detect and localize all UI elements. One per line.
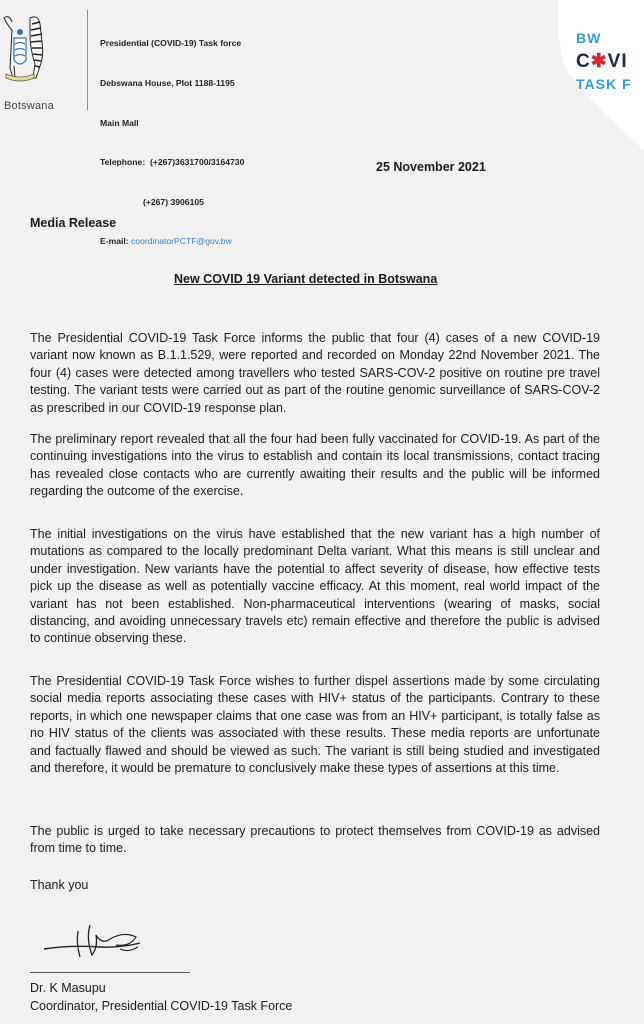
signature-line (30, 972, 190, 973)
header-divider (87, 10, 88, 110)
coat-of-arms (0, 8, 56, 112)
country-caption: Botswana (4, 100, 54, 112)
closing-text: Thank you (30, 878, 89, 892)
email-label: E-mail: (100, 236, 132, 247)
signer-name: Dr. K Masupu (30, 981, 106, 995)
paragraph: The public is urged to take necessary precautions to protect themselves from COVID-19 as advised from time to time. (30, 824, 600, 856)
paragraph: The Presidential COVID-19 Task Force wishes to further dispel assertions made by some circulating social media reports associating these cases with HIV+ status of the participants. Contrary to these reports, in which one newspaper claims that one case was from an HIV+ participant, is totally false as no HIV status of the clients was associated with these results. These media reports are unfortunate and factually flawed and should be viewed as such. The variant is still being studied and investigated and therefore, it would be premature to conclusively make these types of assertions at this time. (30, 674, 600, 776)
release-label: Media Release (30, 216, 117, 230)
email-link[interactable]: coordinatorPCTF@gov.bw (131, 236, 232, 247)
contact-line: Presidential (COVID-19) Task force (100, 38, 242, 49)
virus-icon: ✱ (590, 51, 608, 72)
email-row (100, 235, 244, 248)
paragraph: The initial investigations on the virus have established that the new variant has a high number of mutations as compared to the locally predominant Delta variant. What this means is still unclear and under investigation. New variants have the potential to affect severity of disease, how effective tests pick up the disease as well as potentially vaccine efficacy. At this moment, real world impact of the variant has not been established. Non-pharmaceutical interventions (wearing of masks, social distancing, and avoiding unnecessary travels etc) remain effective and therefore the public is advised to continue observing these. (30, 527, 600, 646)
release-title: New COVID 19 Variant detected in Botswana (174, 272, 438, 286)
logo-line-bw: BW (576, 30, 602, 46)
contact-line: Telephone: (+267)3631700/3164730 (100, 157, 245, 168)
coat-of-arms-icon (0, 8, 56, 90)
signer-title: Coordinator, Presidential COVID-19 Task Force (30, 998, 293, 1013)
logo-line-task-force: TASK F (576, 76, 632, 92)
logo-line-covid: C✱VI (576, 51, 628, 72)
contact-line: Debswana House, Plot 1188-1195 (100, 78, 235, 89)
contact-line: Main Mall (100, 117, 139, 128)
release-date: 25 November 2021 (376, 160, 486, 174)
paragraph: The Presidential COVID-19 Task Force informs the public that four (4) cases of a new COVID-19 variant now known as B.1.1.529, were reported and recorded on Monday 22nd November 2021. The four (4) cases were detected among travellers who tested SARS-COV-2 positive on routine pre travel testing. The variant tests were carried out as part of the routine genomic surveillance of SARS-COV-2 as prescribed in our COVID-19 response plan. (30, 331, 600, 415)
contact-block (100, 11, 244, 275)
bw-covid-task-force-logo (558, 0, 644, 150)
contact-line: (+267) 3906105 (100, 196, 204, 207)
signer-block (30, 980, 292, 1015)
handwritten-signature (40, 917, 150, 967)
paragraph: The preliminary report revealed that all the four had been fully vaccinated for COVID-19. As part of the continuing investigations into the virus to establish and contain its local transmissions, contact tracing has revealed close contacts who are currently awaiting their results and the public will be informed regarding the outcome of the exercise. (30, 432, 600, 499)
